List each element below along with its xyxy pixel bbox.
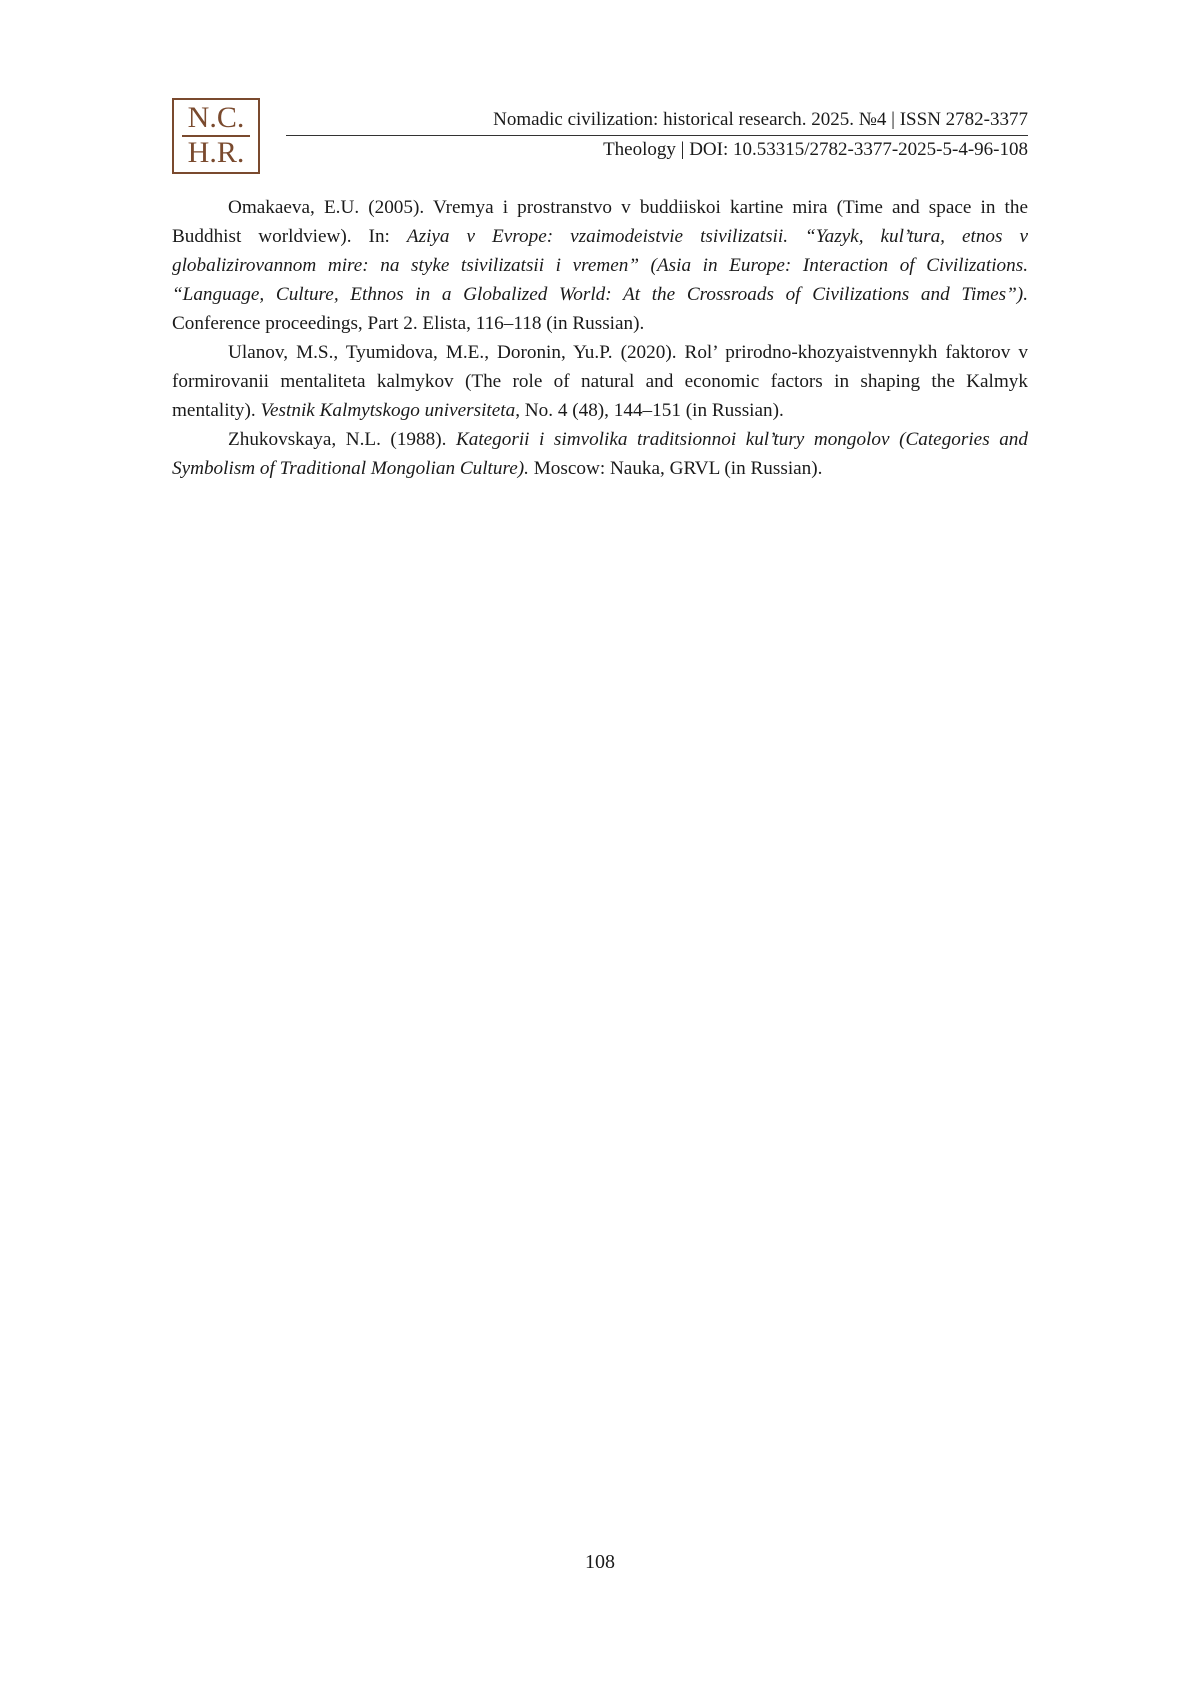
reference-item-ulanov xyxy=(172,338,1028,425)
reference-text: Omakaeva, E.U. (2005). Vremya i prostranstvo v buddiiskoi kartine mira (Time and space in the Buddhist worldview). In: xyxy=(172,197,1028,247)
reference-list xyxy=(172,193,1028,483)
reference-title: Aziya v Evrope: vzaimodeistvie tsivilizatsii. “Yazyk, kul’tura, etnos v globalizirovannom mire: na styke tsivilizatsii i vremen” (Asia in Europe: Interaction of Civilizations. “Language, Culture, Ethnos in a Globalized World: At the Crossroads of Civilizations and Times”). xyxy=(172,226,1028,305)
reference-text: Moscow: Nauka, GRVL (in Russian). xyxy=(528,458,823,479)
page-number: 108 xyxy=(585,1551,615,1573)
journal-logo xyxy=(172,98,260,174)
reference-text: , No. 4 (48), 144–151 (in Russian). xyxy=(515,400,784,421)
reference-text: Zhukovskaya, N.L. (1988). xyxy=(228,429,456,450)
logo-line-2: H.R. xyxy=(187,136,245,169)
reference-text: Conference proceedings, Part 2. Elista, 116–118 (in Russian). xyxy=(172,313,645,334)
logo-line-1: N.C. xyxy=(187,101,245,134)
reference-text: Ulanov, M.S., Tyumidova, M.E., Doronin, Yu.P. (2020). Rol’ prirodno-khozyaistvennykh faktorov v formirovanii mentaliteta kalmykov (The role of natural and economic factors in shaping the Kalmyk mentality). xyxy=(172,342,1028,421)
reference-title: Kategorii i simvolika traditsionnoi kul’tury mongolov (Categories and Symbolism of Traditional Mongolian Culture). xyxy=(172,429,1028,479)
header-doi-line: Theology | DOI: 10.53315/2782-3377-2025-5-4-96-108 xyxy=(603,139,1028,160)
reference-item-zhukovskaya xyxy=(172,425,1028,483)
reference-item-omakaeva xyxy=(172,193,1028,338)
reference-title: Vestnik Kalmytskogo universiteta xyxy=(260,400,516,421)
header-journal-line: Nomadic civilization: historical research. 2025. №4 | ISSN 2782-3377 xyxy=(286,108,1028,136)
running-header xyxy=(286,108,1028,162)
